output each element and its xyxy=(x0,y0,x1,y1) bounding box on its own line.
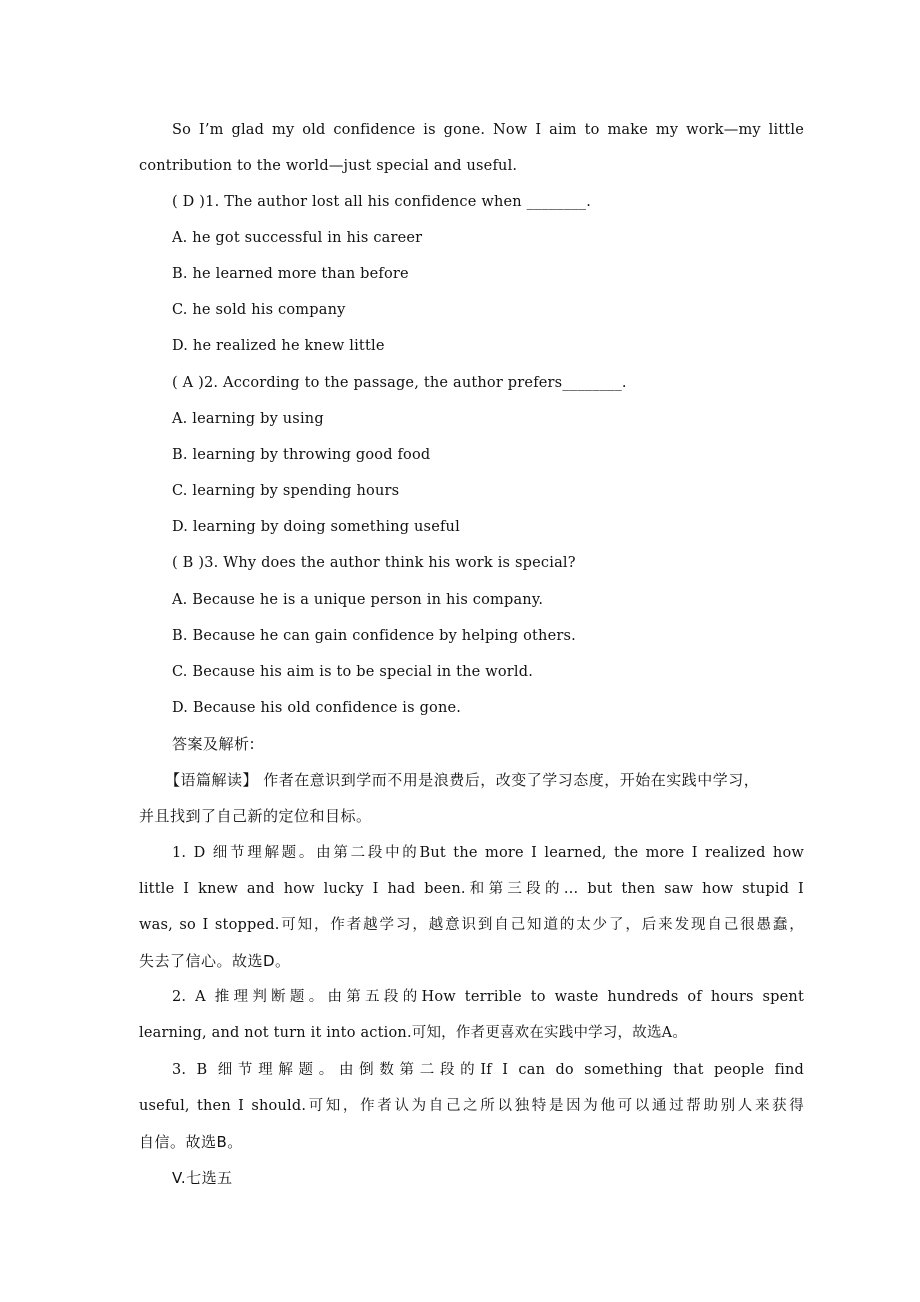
question-option: A. he got successful in his career xyxy=(172,230,423,246)
question-option: B. learning by throwing good food xyxy=(172,447,431,463)
question-option: C. he sold his company xyxy=(172,302,346,318)
explanation-line: was, so I stopped.可知，作者越学习，越意识到自己知道的太少了，后来发现自己很愚蠢， xyxy=(139,917,804,933)
explanation-line: 1. D 细节理解题。由第二段中的But the more I learned, the more I realized how xyxy=(172,845,804,861)
explanation-line: 失去了信心。故选D。 xyxy=(139,952,291,970)
passage-line: So I’m glad my old confidence is gone. Now I aim to make my work—my little xyxy=(172,122,804,138)
question-option: A. Because he is a unique person in his company. xyxy=(172,592,544,608)
question-option: D. learning by doing something useful xyxy=(172,519,460,535)
question-stem: ( D )1. The author lost all his confidence when ________. xyxy=(172,194,592,210)
question-stem: ( B )3. Why does the author think his work is special? xyxy=(172,555,576,571)
answers-heading: 答案及解析: xyxy=(172,735,256,753)
question-stem: ( A )2. According to the passage, the author prefers________. xyxy=(172,375,627,391)
question-option: C. Because his aim is to be special in the world. xyxy=(172,664,534,680)
explanation-line: 2. A 推理判断题。由第五段的How terrible to waste hundreds of hours spent xyxy=(172,989,804,1005)
explanation-line: 3. B 细节理解题。由倒数第二段的If I can do something that people find xyxy=(172,1062,804,1078)
section-title: V.七选五 xyxy=(172,1169,233,1187)
explanation-line: little I knew and how lucky I had been.和第三段的… but then saw how stupid I xyxy=(139,881,804,897)
summary-line: 并且找到了自己新的定位和目标。 xyxy=(139,807,372,825)
question-option: B. he learned more than before xyxy=(172,266,409,282)
explanation-line: useful, then I should.可知，作者认为自己之所以独特是因为他可以通过帮助别人来获得 xyxy=(139,1098,804,1114)
explanation-line: 自信。故选B。 xyxy=(139,1133,243,1151)
summary-line: 【语篇解读】 作者在意识到学而不用是浪费后，改变了学习态度，开始在实践中学习， xyxy=(165,771,760,789)
question-option: D. he realized he knew little xyxy=(172,338,385,354)
question-option: D. Because his old confidence is gone. xyxy=(172,700,462,716)
question-option: C. learning by spending hours xyxy=(172,483,400,499)
explanation-line: learning, and not turn it into action.可知，作者更喜欢在实践中学习，故选A。 xyxy=(139,1025,688,1041)
question-option: B. Because he can gain confidence by helping others. xyxy=(172,628,576,644)
question-option: A. learning by using xyxy=(172,411,324,427)
passage-line: contribution to the world—just special and useful. xyxy=(139,158,518,174)
